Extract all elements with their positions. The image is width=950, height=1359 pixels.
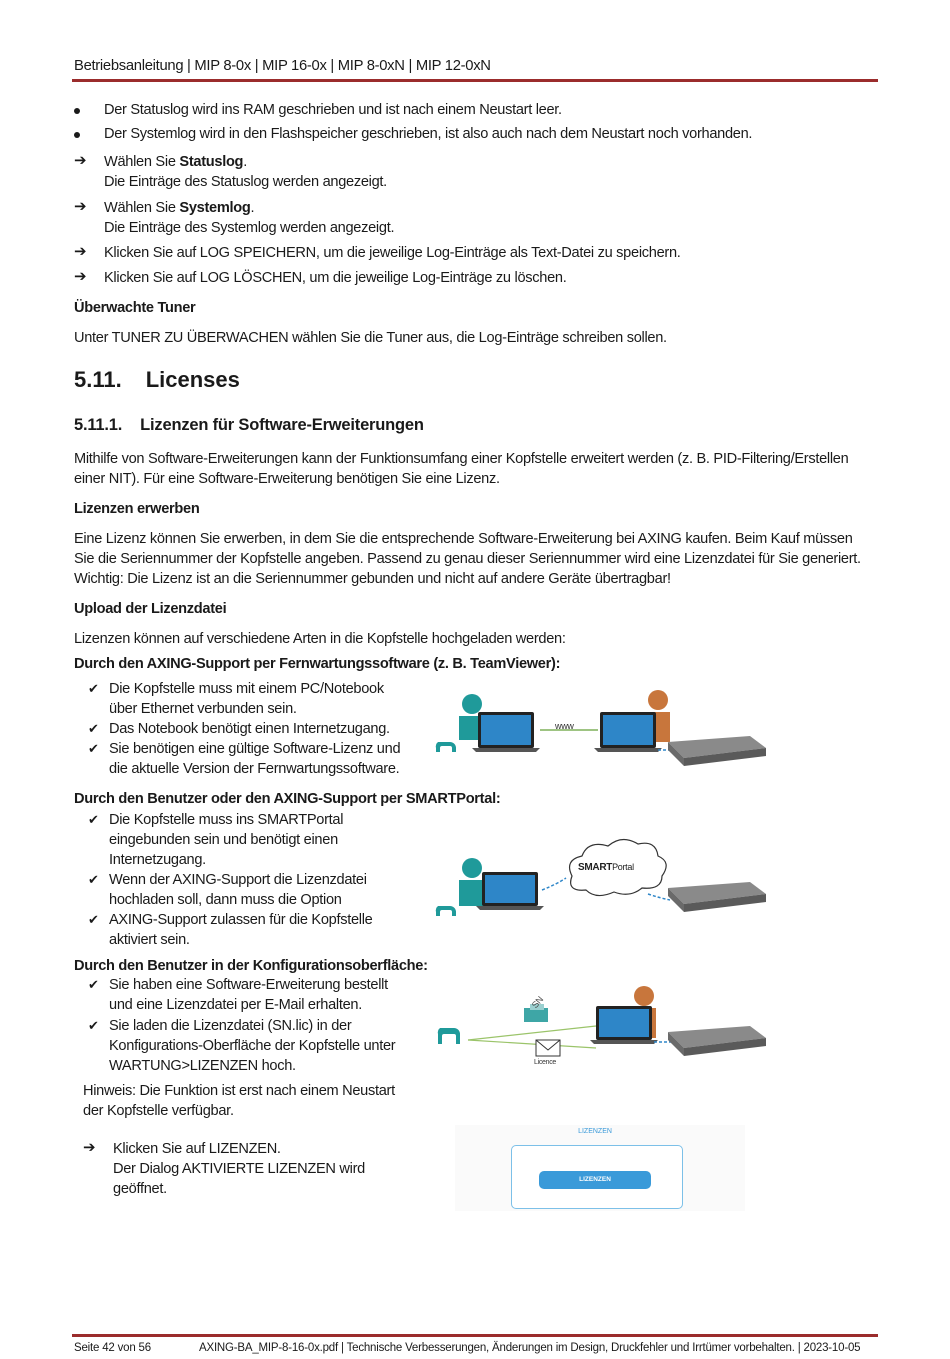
headend-device-icon (668, 882, 766, 912)
step-select-systemlog: Wählen Sie Systemlog. (104, 200, 255, 216)
laptop-icon (594, 712, 662, 752)
email-envelope-icon (536, 1040, 560, 1056)
step-select-statuslog: Wählen Sie Statuslog. (104, 154, 247, 170)
check-icon: ✔ (88, 721, 99, 736)
svg-text:Licence: Licence (534, 1059, 557, 1066)
method2-item: Die Kopfstelle muss ins SMARTPortal (109, 812, 344, 828)
method1-item: die aktuelle Version der Fernwartungssoftware. (109, 761, 400, 777)
config-upload-diagram (432, 984, 772, 1072)
laptop-icon (476, 872, 544, 910)
method2-item: Wenn der AXING-Support die Lizenzdatei (109, 872, 367, 888)
section-heading: 5.11. Licenses (74, 367, 240, 392)
bullet-systemlog: Der Systemlog wird in den Flashspeicher geschrieben, ist also auch nach dem Neustart noch vorhanden. (104, 126, 753, 142)
final-step-line: Der Dialog AKTIVIERTE LIZENZEN wird (113, 1161, 365, 1177)
method1-item: Die Kopfstelle muss mit einem PC/Notebook (109, 681, 384, 697)
arrow-right-icon: ➔ (74, 198, 87, 215)
connection-line (468, 1026, 596, 1040)
method3-item: und eine Lizenzdatei per E-Mail erhalten. (109, 997, 362, 1013)
svg-text:SN: SN (529, 994, 546, 1010)
lizenzen-screenshot (455, 1125, 745, 1211)
check-icon: ✔ (88, 681, 99, 696)
subsection-heading: 5.11.1. Lizenzen für Software-Erweiterungen (74, 416, 424, 434)
method3-heading: Durch den Benutzer in der Konfigurationsoberfläche: (74, 958, 428, 974)
method2-item: Internetzugang. (109, 852, 206, 868)
document-header: Betriebsanleitung | MIP 8-0x | MIP 16-0x | MIP 8-0xN | MIP 12-0xN (74, 58, 491, 74)
footer-info: AXING-BA_MIP-8-16-0x.pdf | Technische Verbesserungen, Änderungen im Design, Druckfehler und Irrtümer vorbehalten. | 2023-10-05 (199, 1342, 861, 1354)
check-icon: ✔ (88, 741, 99, 756)
headend-device-icon (668, 736, 766, 766)
step-systemlog-result: Die Einträge des Systemlog werden angezeigt. (104, 220, 395, 236)
upload-intro: Lizenzen können auf verschiedene Arten in die Kopfstelle hochgeladen werden: (74, 631, 566, 647)
step-log-delete: Klicken Sie auf LOG LÖSCHEN, um die jeweilige Log-Einträge zu löschen. (104, 270, 567, 286)
www-label: www (555, 721, 574, 731)
acquire-line: Wichtig: Die Lizenz ist an die Seriennummer gebunden und nicht auf andere Geräte übertragbar! (74, 571, 671, 587)
method2-item: eingebunden sein und benötigt einen (109, 832, 338, 848)
screenshot-panel (511, 1145, 683, 1209)
laptop-icon (590, 1006, 658, 1044)
check-icon: ✔ (88, 812, 99, 827)
tuner-text: Unter TUNER ZU ÜBERWACHEN wählen Sie die Tuner aus, die Log-Einträge schreiben sollen. (74, 330, 667, 346)
acquire-line: Eine Lizenz können Sie erwerben, in dem Sie die entsprechende Software-Erweiterung bei AXING kaufen. Beim Kauf müssen (74, 531, 853, 547)
restart-note: der Kopfstelle verfügbar. (83, 1103, 234, 1119)
step-log-save: Klicken Sie auf LOG SPEICHERN, um die jeweilige Log-Einträge als Text-Datei zu speichern. (104, 245, 681, 261)
method1-item: Sie benötigen eine gültige Software-Lizenz und (109, 741, 401, 757)
arrow-right-icon: ➔ (74, 243, 87, 260)
footer-rule (72, 1334, 878, 1337)
acquire-heading: Lizenzen erwerben (74, 501, 200, 517)
arrow-right-icon: ➔ (74, 152, 87, 169)
final-step-line: geöffnet. (113, 1181, 167, 1197)
method2-item: AXING-Support zulassen für die Kopfstelle (109, 912, 373, 928)
laptop-icon (472, 712, 540, 752)
method1-item: über Ethernet verbunden sein. (109, 701, 297, 717)
tuner-heading: Überwachte Tuner (74, 300, 196, 316)
check-icon: ✔ (88, 977, 99, 992)
axing-logo-icon (436, 742, 456, 752)
smartportal-diagram (432, 832, 772, 924)
method1-item: Das Notebook benötigt einen Internetzugang. (109, 721, 390, 737)
bullet-dot-icon (74, 132, 80, 138)
method2-item: aktiviert sein. (109, 932, 190, 948)
arrow-right-icon: ➔ (83, 1139, 96, 1156)
method2-heading: Durch den Benutzer oder den AXING-Support per SMARTPortal: (74, 791, 501, 807)
check-icon: ✔ (88, 872, 99, 887)
check-icon: ✔ (88, 912, 99, 927)
axing-logo-icon (438, 1028, 460, 1044)
method1-heading: Durch den AXING-Support per Fernwartungssoftware (z. B. TeamViewer): (74, 656, 561, 672)
check-icon: ✔ (88, 1018, 99, 1033)
package-icon (524, 994, 548, 1022)
bullet-dot-icon (74, 108, 80, 114)
svg-text:SMARTPortal: SMARTPortal (578, 862, 634, 873)
axing-logo-icon (436, 906, 456, 916)
method3-item: Konfigurations-Oberfläche der Kopfstelle unter (109, 1038, 396, 1054)
final-step-line: Klicken Sie auf LIZENZEN. (113, 1141, 281, 1157)
page-number: Seite 42 von 56 (74, 1342, 151, 1354)
remote-support-diagram (432, 686, 772, 778)
method3-item: Sie haben eine Software-Erweiterung bestellt (109, 977, 388, 993)
method2-item: hochladen soll, dann muss die Option (109, 892, 342, 908)
restart-note: Hinweis: Die Funktion ist erst nach einem Neustart (83, 1083, 395, 1099)
bullet-statuslog: Der Statuslog wird ins RAM geschrieben und ist nach einem Neustart leer. (104, 102, 562, 118)
headend-device-icon (668, 1026, 766, 1056)
intro-line: Mithilfe von Software-Erweiterungen kann der Funktionsumfang einer Kopfstelle erweitert werden (z. B. PID-Filtering/Erstellen (74, 451, 849, 467)
method3-item: Sie laden die Lizenzdatei (SN.lic) in der (109, 1018, 352, 1034)
screenshot-title: LIZENZEN (578, 1128, 612, 1135)
step-statuslog-result: Die Einträge des Statuslog werden angezeigt. (104, 174, 387, 190)
upload-heading: Upload der Lizenzdatei (74, 601, 227, 617)
arrow-right-icon: ➔ (74, 268, 87, 285)
method3-item: WARTUNG>LIZENZEN hoch. (109, 1058, 296, 1074)
intro-line: einer NIT). Für eine Software-Erweiterung benötigen Sie eine Lizenz. (74, 471, 500, 487)
cloud-icon (570, 839, 667, 895)
user-figure-icon (459, 858, 485, 906)
acquire-line: Sie die Seriennummer der Kopfstelle angeben. Passend zu genau dieser Seriennummer wird eine Lizenzdatei für Sie generiert. (74, 551, 861, 567)
header-rule (72, 79, 878, 82)
lizenzen-button[interactable]: LIZENZEN (539, 1171, 651, 1189)
connection-line (468, 1040, 596, 1048)
